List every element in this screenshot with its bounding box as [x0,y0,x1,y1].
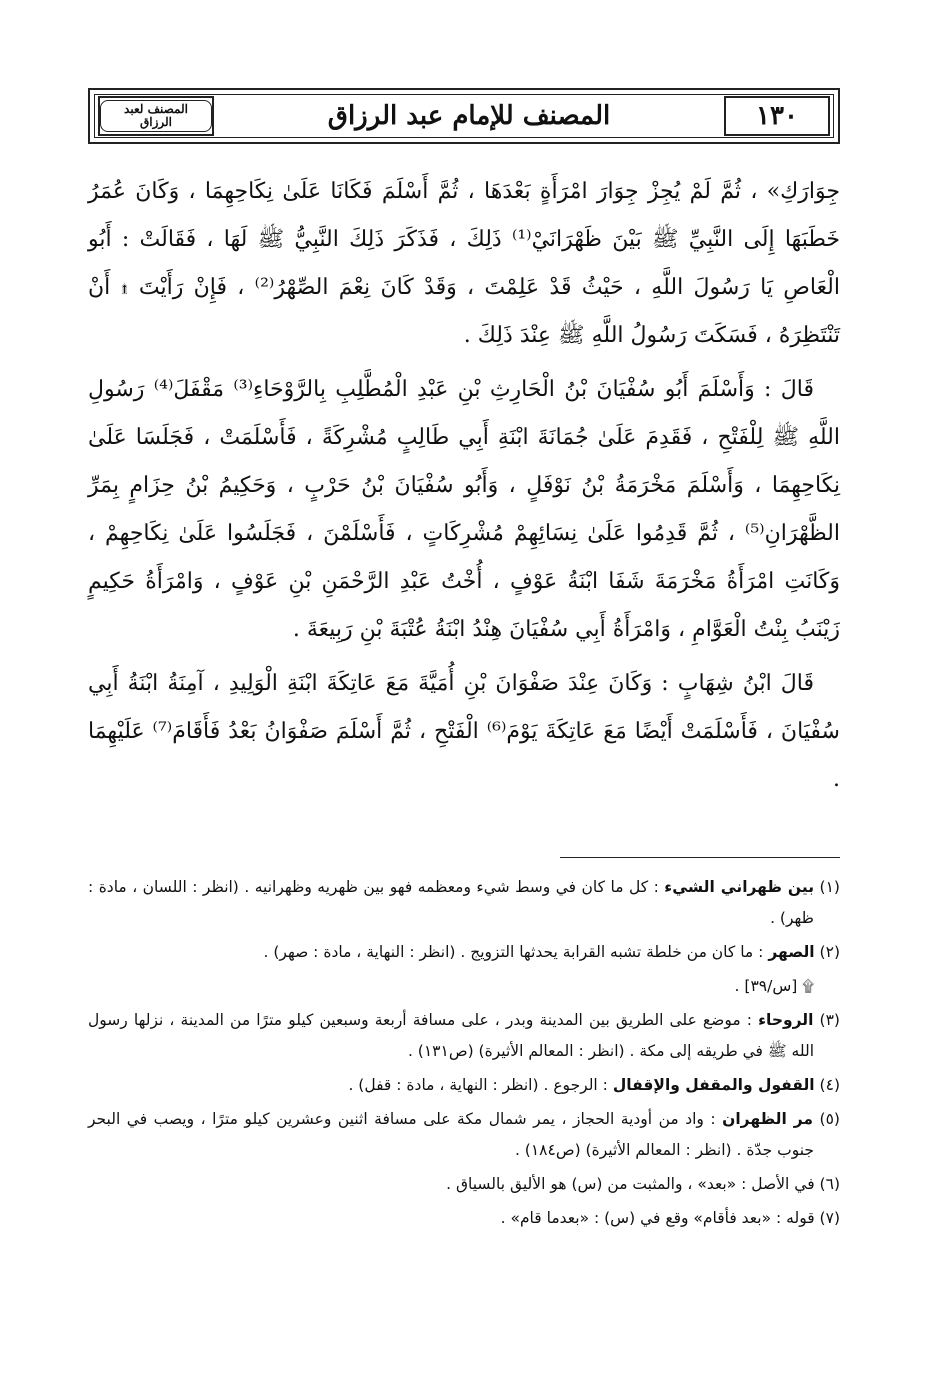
footnote-number: (٣) [819,1011,840,1029]
footnote-7 [88,1203,840,1234]
footnote-number: (٧) [819,1209,840,1227]
footnote-5 [88,1104,840,1166]
footnote-source-ref [88,971,840,1002]
footnote-number: (١) [819,878,840,896]
footnote-6 [88,1169,840,1200]
paragraph-2: قَالَ : وَأَسْلَمَ أَبُو سُفْيَانَ بْنُ الْحَارِثِ بْنِ عَبْدِ الْمُطَّلِبِ بِالرَّوْحَاءِ⁽³⁾ مَقْفَلَ⁽⁴⁾ رَسُولِ اللَّهِ ﷺ لِلْفَتْحِ ، فَقَدِمَ عَلَىٰ جُمَانَةَ ابْنَةِ أَبِي طَالِبٍ مُشْرِكَةً ، فَأَسْلَمَتْ ، فَجَلَسَا عَلَىٰ نِكَاحِهِمَا ، وَأَسْلَمَ مَخْرَمَةُ بْنُ نَوْفَلٍ ، وَأَبُو سُفْيَانَ بْنُ حَرْبٍ ، وَحَكِيمُ بْنُ حِزَامٍ بِمَرِّ الظَّهْرَانِ⁽⁵⁾ ، ثُمَّ قَدِمُوا عَلَىٰ نِسَائِهِمْ مُشْرِكَاتٍ ، فَأَسْلَمْنَ ، فَجَلَسُوا عَلَىٰ نِكَاحِهِمْ ، وَكَانَتِ امْرَأَةُ مَخْرَمَةَ شَفَا ابْنَةُ عَوْفٍ ، أُخْتُ عَبْدِ الرَّحْمَنِ بْنِ عَوْفٍ ، وَامْرَأَةُ حَكِيمٍ زَيْنَبُ بِنْتُ الْعَوَّامِ ، وَامْرَأَةُ أَبِي سُفْيَانَ هِنْدُ ابْنَةُ عُتْبَةَ بْنِ رَبِيعَةَ . [88,377,840,642]
page-number: ١٣٠ [724,96,830,136]
paragraph-1: جِوَارَكِ» ، ثُمَّ لَمْ يُجِزْ جِوَارَ امْرَأَةٍ بَعْدَهَا ، ثُمَّ أَسْلَمَ فَكَانَا عَلَىٰ نِكَاحِهِمَا ، وَكَانَ عُمَرُ خَطَبَهَا إِلَى النَّبِيِّ ﷺ بَيْنَ ظَهْرَانَيْ⁽¹⁾ ذَلِكَ ، فَذَكَرَ ذَلِكَ النَّبِيُّ ﷺ لَهَا ، فَقَالَتْ : أَبُو الْعَاصِ يَا رَسُولَ اللَّهِ ، حَيْثُ قَدْ عَلِمْتَ ، وَقَدْ كَانَ نِعْمَ الصِّهْرُ⁽²⁾ ، فَإِنْ رَأَيْتَ ۩ أَنْ تَنْتَظِرَهُ ، فَسَكَتَ رَسُولُ اللَّهِ ﷺ عِنْدَ ذَلِكَ . [88,179,840,348]
footnote-text: في الأصل : «بعد» ، والمثبت من (س) هو الأليق بالسياق . [446,1175,815,1193]
footnote-1 [88,872,840,934]
footnote-3 [88,1005,840,1067]
footnote-text: : كل ما كان في وسط شيء ومعظمه فهو بين ظهريه وظهرانيه . (انظر : اللسان ، مادة : ظهر) . [88,878,814,927]
footnote-term: مر الظهران [722,1110,814,1128]
footnote-divider [560,857,840,858]
footnote-4 [88,1070,840,1101]
footnote-term: الروحاء [758,1011,814,1029]
footnote-term: بين ظهراني الشيء [664,878,815,896]
paragraph-3: قَالَ ابْنُ شِهَابٍ : وَكَانَ عِنْدَ صَفْوَانَ بْنِ أُمَيَّةَ مَعَ عَاتِكَةَ ابْنَةِ الْوَلِيدِ ، آمِنَةُ ابْنَةُ أَبِي سُفْيَانَ ، فَأَسْلَمَتْ أَيْضًا مَعَ عَاتِكَةَ يَوْمَ⁽⁶⁾ الْفَتْحِ ، ثُمَّ أَسْلَمَ صَفْوَانُ بَعْدُ فَأَقَامَ⁽⁷⁾ عَلَيْهِمَا . [88,671,840,792]
footnotes [88,872,840,1237]
book-logo-text: المصنف لعبد الرزاق [100,100,212,132]
book-logo [98,96,214,136]
footnote-number: (٤) [819,1076,840,1094]
footnote-text: ۩ [س/٣٩] . [734,977,814,995]
footnote-number: (٢) [819,943,840,961]
main-text [88,168,840,810]
footnote-text: : الرجوع . (انظر : النهاية ، مادة : قفل) . [348,1076,608,1094]
footnote-text: : ما كان من خلطة تشبه القرابة يحدثها التزويج . (انظر : النهاية ، مادة : صهر) . [263,943,764,961]
page-header [88,88,840,144]
book-title: المصنف للإمام عبد الرزاق [327,101,611,131]
footnote-number: (٦) [819,1175,840,1193]
footnote-text: : موضع على الطريق بين المدينة وبدر ، على مسافة أربعة وسبعين كيلو مترًا من المدينة ، نزلها رسول الله ﷺ في طريقه إلى مكة . (انظر : المعالم الأثيرة) (ص١٣١) . [88,1011,814,1060]
footnote-term: القفول والمقفل والإقفال [612,1076,815,1094]
footnote-2 [88,937,840,968]
footnote-text: : واد من أودية الحجاز ، يمر شمال مكة على مسافة اثنين وعشرين كيلو مترًا ، ويصب في البحر جنوب جدّة . (انظر : المعالم الأثيرة) (ص١٨٤) . [88,1110,814,1159]
footnote-number: (٥) [819,1110,840,1128]
footnote-text: قوله : «بعد فأقام» وقع في (س) : «بعدما قام» . [500,1209,815,1227]
footnote-term: الصهر [768,943,815,961]
